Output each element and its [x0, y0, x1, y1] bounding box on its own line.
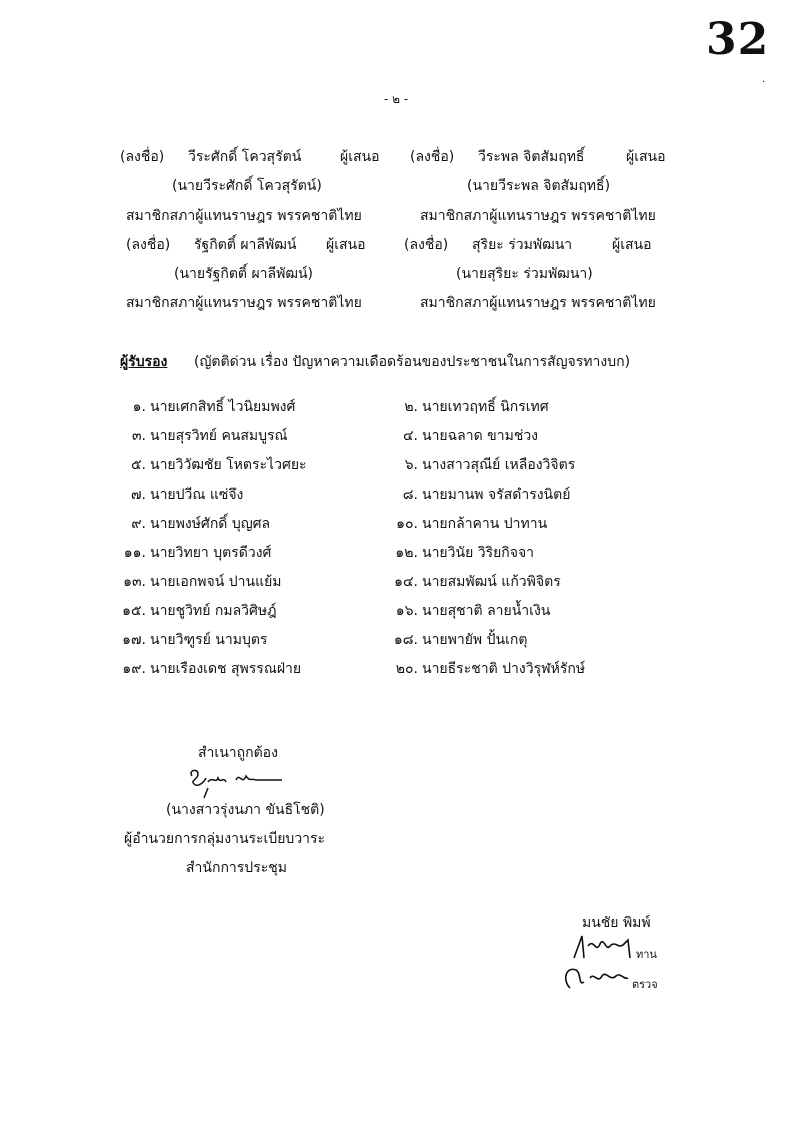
typist-initials-handwritten	[570, 932, 634, 962]
sign-prefix: (ลงชื่อ)	[120, 149, 165, 165]
typist-name: มนชัย พิมพ์	[582, 915, 651, 931]
signature: วีระศักดิ์ โควสุรัตน์	[188, 149, 302, 165]
certifier-name: (นางสาวรุ่งนภา ขันธิโชติ)	[166, 802, 325, 818]
list-item: ๔. นายฉลาด ขามช่วง	[402, 428, 539, 444]
member-position: สมาชิกสภาผู้แทนราษฎร พรรคชาติไทย	[420, 295, 656, 311]
certifier-title: ผู้อำนวยการกลุ่มงานระเบียบวาระ	[124, 831, 326, 847]
sign-prefix: (ลงชื่อ)	[410, 149, 455, 165]
full-name: (นายวีระพล จิตสัมฤทธิ์)	[467, 178, 611, 194]
list-item: ๓. นายสุรวิทย์ คนสมบูรณ์	[131, 428, 288, 444]
signature: วีระพล จิตสัมฤทธิ์	[478, 149, 585, 165]
list-item: ๑๘. นายพายัพ ปั้นเกตุ	[393, 632, 528, 648]
corner-mark: ·	[762, 77, 766, 88]
sign-prefix: (ลงชื่อ)	[404, 237, 449, 253]
certified-copy-label: สำเนาถูกต้อง	[198, 745, 278, 761]
role-label: ผู้เสนอ	[626, 149, 666, 165]
list-item: ๑๑. นายวิทยา บุตรดีวงศ์	[123, 545, 272, 561]
handwritten-page-number: 32	[706, 14, 770, 65]
list-item: ๑. นายเศกสิทธิ์ ไวนิยมพงศ์	[132, 399, 296, 415]
list-item: ๕. นายวิวัฒชัย โหตระไวศยะ	[130, 457, 307, 473]
member-position: สมาชิกสภาผู้แทนราษฎร พรรคชาติไทย	[420, 208, 656, 224]
list-item: ๑๐. นายกล้าคาน ปาทาน	[396, 516, 548, 532]
member-position: สมาชิกสภาผู้แทนราษฎร พรรคชาติไทย	[126, 295, 362, 311]
role-label: ผู้เสนอ	[612, 237, 652, 253]
role-label: ผู้เสนอ	[340, 149, 380, 165]
list-item: ๑๖. นายสุชาติ ลายน้ำเงิน	[395, 603, 551, 619]
typed-label: ทาน	[636, 948, 657, 961]
list-item: ๗. นายปวีณ แซ่จึง	[131, 487, 244, 503]
checker-initials-handwritten	[562, 962, 632, 992]
list-item: ๙. นายพงษ์ศักดิ์ บุญศล	[131, 516, 271, 532]
office-name: สำนักการประชุม	[186, 860, 287, 876]
role-label: ผู้เสนอ	[326, 237, 366, 253]
member-position: สมาชิกสภาผู้แทนราษฎร พรรคชาติไทย	[126, 208, 362, 224]
list-item: ๑๔. นายสมพัฒน์ แก้วพิจิตร	[394, 574, 561, 590]
signature: รัฐกิตติ์ ผาลีพัฒน์	[194, 237, 297, 253]
endorsers-title: ผู้รับรอง	[120, 354, 168, 370]
list-item: ๑๒. นายวินัย วิริยกิจจา	[395, 545, 535, 561]
page-marker: - ๒ -	[384, 92, 409, 106]
checked-label: ตรวจ	[632, 978, 658, 991]
endorsers-description: (ญัตติด่วน เรื่อง ปัญหาความเดือดร้อนของประชาชนในการสัญจรทางบก)	[194, 354, 631, 370]
list-item: ๑๕. นายชูวิทย์ กมลวิศิษฎ์	[122, 603, 277, 619]
list-item: ๒๐. นายธีระชาติ ปางวิรุฬห์รักษ์	[395, 661, 586, 677]
sign-prefix: (ลงชื่อ)	[126, 237, 171, 253]
list-item: ๑๙. นายเรืองเดช สุพรรณฝ่าย	[122, 661, 302, 677]
list-item: ๑๗. นายวิฑูรย์ นามบุตร	[122, 632, 268, 648]
handwritten-signature	[186, 766, 286, 800]
full-name: (นายวีระศักดิ์ โควสุรัตน์)	[172, 178, 322, 194]
list-item: ๖. นางสาวสุณีย์ เหลืองวิจิตร	[404, 457, 576, 473]
signature: สุริยะ ร่วมพัฒนา	[472, 237, 573, 253]
list-item: ๘. นายมานพ จรัสดำรงนิตย์	[402, 487, 571, 503]
list-item: ๒. นายเทวฤทธิ์ นิกรเทศ	[404, 399, 549, 415]
full-name: (นายรัฐกิตติ์ ผาลีพัฒน์)	[174, 266, 314, 282]
list-item: ๑๓. นายเอกพจน์ ปานแย้ม	[123, 574, 282, 590]
full-name: (นายสุริยะ ร่วมพัฒนา)	[456, 266, 593, 282]
